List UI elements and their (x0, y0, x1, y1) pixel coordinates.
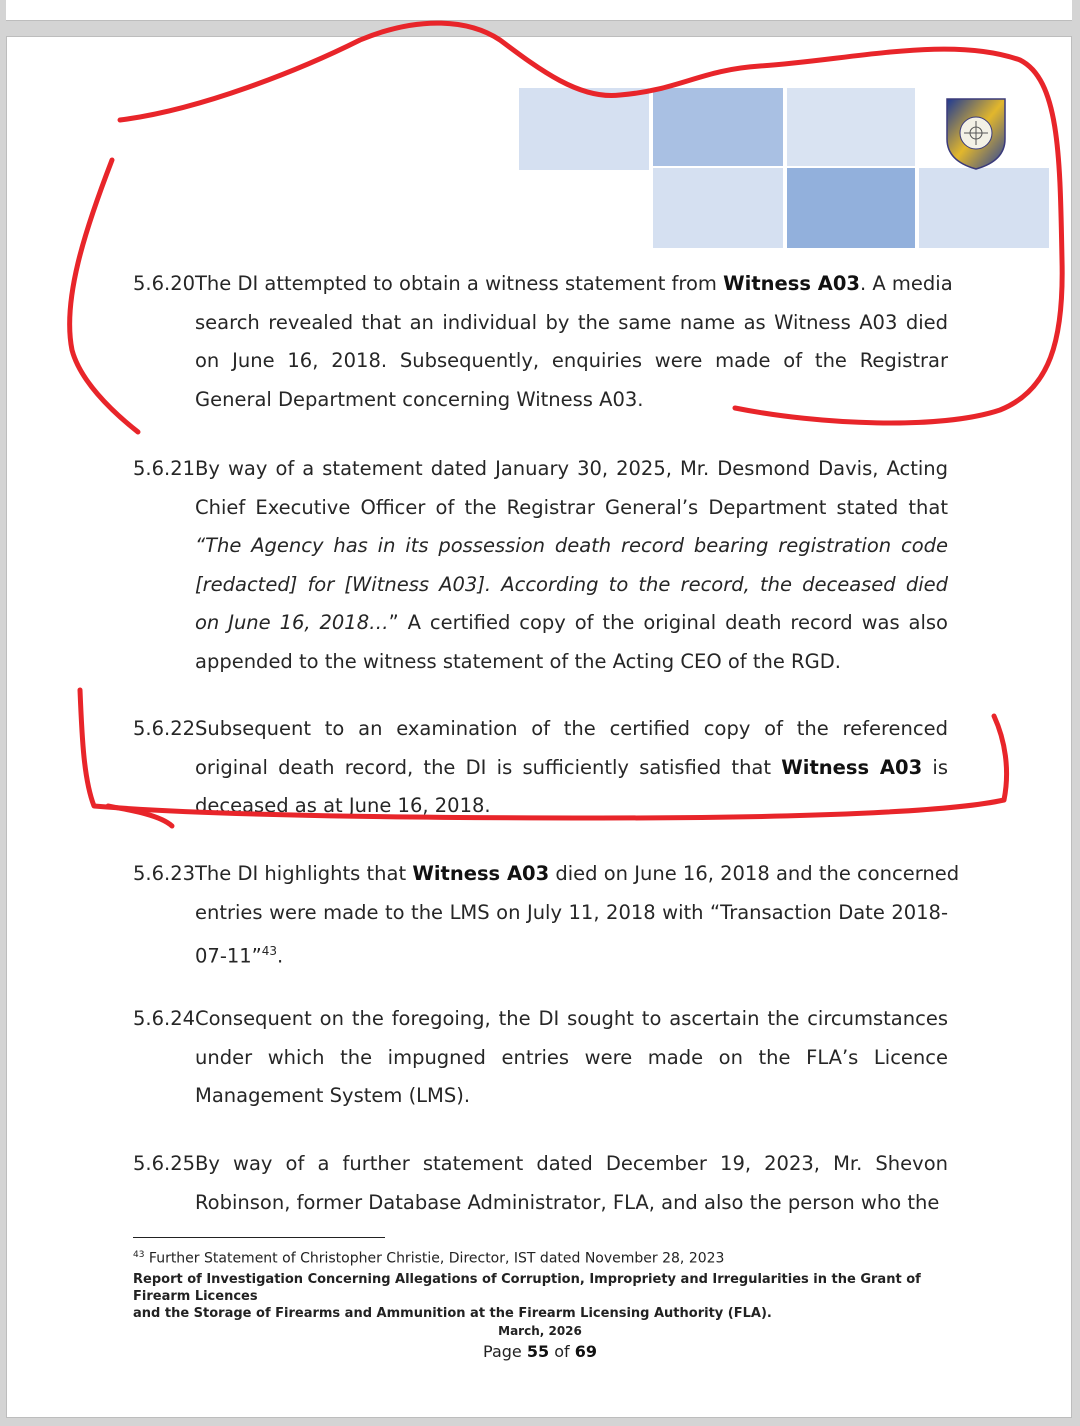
text-run: search revealed that an individual by the same name as Witness A03 died (195, 310, 948, 334)
paragraph-line (195, 604, 948, 643)
paragraph-line (195, 304, 948, 343)
paragraph-line (195, 1039, 948, 1078)
text-run: appended to the witness statement of the Acting CEO of the RGD. (195, 650, 841, 673)
paragraph-number: 5.6.22 (133, 717, 196, 740)
text-run: Management System (LMS). (195, 1084, 471, 1108)
text-run: 07-11” (195, 944, 262, 968)
paragraph-line (195, 566, 948, 605)
bold-text-run: Witness A03 (723, 272, 860, 295)
paragraph-number: 5.6.21 (133, 457, 196, 480)
header-square (519, 88, 649, 170)
paragraph-line (195, 265, 953, 304)
paragraph-line (195, 643, 841, 682)
text-run: original death record, the DI is sufficiently satisfied that (195, 755, 782, 779)
footnote-reference: 43 (261, 944, 278, 959)
italic-quote-run: on June 16, 2018… (195, 611, 389, 635)
page-current: 55 (526, 1342, 550, 1361)
page-number (7, 1342, 1073, 1361)
report-title (133, 1271, 953, 1322)
text-run: By way of a further statement dated December 19, 2023, Mr. Shevon (195, 1152, 948, 1175)
text-run: on June 16, 2018. Subsequently, enquiries were made of the Registrar (195, 349, 948, 373)
text-run: Subsequent to an examination of the certified copy of the referenced (195, 717, 948, 740)
text-run: The DI attempted to obtain a witness statement from (195, 272, 724, 295)
paragraph-line (195, 855, 960, 894)
text-run: General Department concerning Witness A03. (195, 387, 644, 411)
bold-text-run: Witness A03 (412, 862, 550, 885)
paragraph-number: 5.6.23 (133, 862, 196, 885)
footnote-43 (133, 1250, 724, 1267)
paragraph-line (195, 381, 644, 420)
paragraph-line (195, 787, 491, 826)
authority-crest-logo (943, 95, 1009, 171)
text-run: . (277, 944, 284, 968)
header-square (787, 168, 915, 248)
bold-text-run: Witness A03 (781, 755, 923, 779)
text-run: By way of a statement dated January 30, 2025, Mr. Desmond Davis, Acting (195, 457, 948, 480)
text-run: Robinson, former Database Administrator, FLA, and also the person who the (195, 1190, 940, 1214)
footnote-separator (133, 1237, 385, 1238)
text-run: The DI highlights that (195, 862, 413, 885)
paragraph-line (195, 749, 948, 788)
paragraph-line (195, 1077, 470, 1116)
paragraph-line (195, 450, 948, 489)
paragraph-line (195, 1000, 948, 1039)
paragraph-line (195, 932, 283, 976)
document-page (6, 36, 1072, 1418)
page-middle: of (549, 1342, 575, 1361)
italic-quote-run: [redacted] for [Witness A03]. According to the record, the deceased died (195, 572, 948, 596)
header-square (653, 168, 783, 248)
text-run: ” A certified copy of the original death record was also (388, 611, 948, 635)
paragraph-line (195, 489, 948, 528)
italic-quote-run: “The Agency has in its possession death record bearing registration code (195, 534, 948, 558)
paragraph-number: 5.6.24 (133, 1007, 196, 1030)
report-title-line-2: and the Storage of Firearms and Ammunition at the Firearm Licensing Authority (FLA). (133, 1306, 772, 1321)
header-square (919, 168, 1049, 248)
paragraph-line (195, 894, 948, 933)
header-square (787, 88, 915, 166)
text-run: deceased as at June 16, 2018. (195, 794, 491, 818)
page-total: 69 (574, 1342, 597, 1361)
paragraph-number: 5.6.25 (133, 1152, 196, 1175)
text-run: is (922, 755, 948, 779)
footnote-text: Further Statement of Christopher Christie, Director, IST dated November 28, 2023 (144, 1250, 725, 1267)
text-run: . A media (859, 272, 953, 295)
paragraph-number: 5.6.20 (133, 272, 196, 295)
paragraph-line (195, 1184, 939, 1223)
paragraph-line (195, 710, 948, 749)
text-run: died on June 16, 2018 and the concerned (549, 862, 960, 885)
report-title-line-1: Report of Investigation Concerning Allegations of Corruption, Impropriety and Irregularities in the Grant of Firearm Licences (133, 1272, 921, 1304)
text-run: under which the impugned entries were made on the FLA’s Licence (195, 1045, 948, 1069)
paragraph-line (195, 1145, 948, 1184)
header-square (653, 88, 783, 166)
paragraph-line (195, 527, 948, 566)
paragraph-line (195, 342, 948, 381)
footnote-marker: 43 (133, 1250, 145, 1260)
report-date: March, 2026 (498, 1324, 582, 1338)
text-run: Consequent on the foregoing, the DI sought to ascertain the circumstances (195, 1007, 948, 1030)
text-run: Chief Executive Officer of the Registrar General’s Department stated that (195, 495, 948, 519)
page-prefix: Page (483, 1342, 527, 1361)
previous-page-edge (6, 0, 1072, 21)
text-run: entries were made to the LMS on July 11, 2018 with “Transaction Date 2018- (195, 900, 948, 924)
